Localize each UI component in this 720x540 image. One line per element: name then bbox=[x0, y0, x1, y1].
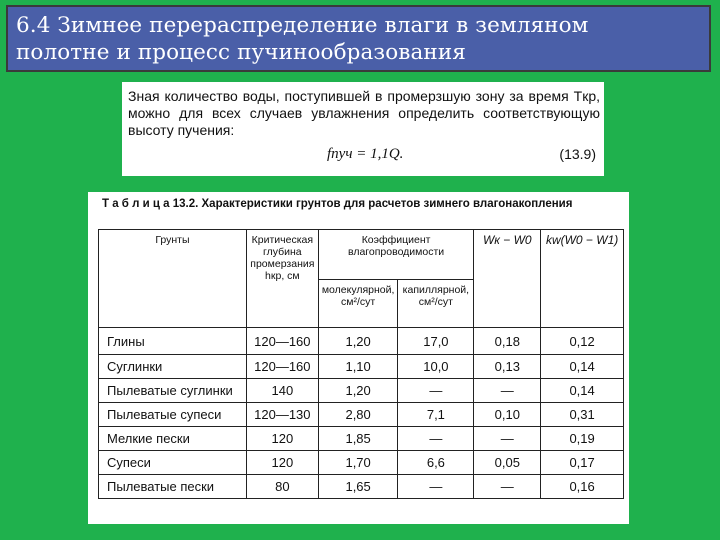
slide-title-line-2: полотне и процесс пучинообразования bbox=[16, 40, 466, 65]
cell-soil: Суглинки bbox=[99, 355, 247, 379]
formula-excerpt bbox=[122, 82, 604, 176]
cell-depth: 120 bbox=[246, 451, 318, 475]
cell-molecular: 1,20 bbox=[318, 328, 398, 355]
cell-soil: Мелкие пески bbox=[99, 427, 247, 451]
cell-molecular: 2,80 bbox=[318, 403, 398, 427]
cell-soil: Пылеватые суглинки bbox=[99, 379, 247, 403]
cell-soil: Глины bbox=[99, 328, 247, 355]
cell-capillary: — bbox=[398, 427, 474, 451]
cell-molecular: 1,70 bbox=[318, 451, 398, 475]
cell-depth: 140 bbox=[246, 379, 318, 403]
header-wk-w0: Wк − W0 bbox=[474, 230, 541, 328]
formula-description: Зная количество воды, поступившей в промерзшую зону за время Tкр, можно для всех случаев увлажнения определить соответствующую высоту пучения: bbox=[128, 88, 600, 138]
table-caption: Т а б л и ц а 13.2. Характеристики грунтов для расчетов зимнего влагонакопления bbox=[102, 198, 573, 210]
header-capillary: капиллярной, см²/сут bbox=[398, 280, 474, 328]
header-coefficient: Коэффициент влагопроводимости bbox=[318, 230, 474, 280]
table-row bbox=[99, 403, 624, 427]
slide-title-line-1: 6.4 Зимнее перераспределение влаги в земляном bbox=[16, 13, 589, 38]
cell-molecular: 1,20 bbox=[318, 379, 398, 403]
cell-kw: 0,14 bbox=[541, 379, 624, 403]
header-critical-depth: Критическая глубина промерзания hкр, см bbox=[246, 230, 318, 328]
table-row bbox=[99, 451, 624, 475]
formula-number: (13.9) bbox=[559, 146, 596, 162]
cell-kw: 0,12 bbox=[541, 328, 624, 355]
cell-wk-w0: — bbox=[474, 427, 541, 451]
soil-characteristics-table bbox=[98, 229, 624, 499]
table-row bbox=[99, 475, 624, 499]
table-row bbox=[99, 379, 624, 403]
cell-depth: 120—130 bbox=[246, 403, 318, 427]
cell-depth: 120—160 bbox=[246, 328, 318, 355]
slide-title bbox=[6, 5, 711, 72]
table-row bbox=[99, 427, 624, 451]
cell-capillary: — bbox=[398, 475, 474, 499]
header-molecular: молекулярной, см²/сут bbox=[318, 280, 398, 328]
cell-wk-w0: 0,13 bbox=[474, 355, 541, 379]
cell-soil: Пылеватые пески bbox=[99, 475, 247, 499]
cell-capillary: 7,1 bbox=[398, 403, 474, 427]
cell-molecular: 1,65 bbox=[318, 475, 398, 499]
cell-kw: 0,16 bbox=[541, 475, 624, 499]
header-soil: Грунты bbox=[99, 230, 247, 328]
table-excerpt bbox=[88, 192, 629, 524]
cell-kw: 0,17 bbox=[541, 451, 624, 475]
cell-wk-w0: — bbox=[474, 379, 541, 403]
cell-capillary: 17,0 bbox=[398, 328, 474, 355]
cell-molecular: 1,85 bbox=[318, 427, 398, 451]
cell-capillary: — bbox=[398, 379, 474, 403]
cell-capillary: 10,0 bbox=[398, 355, 474, 379]
cell-capillary: 6,6 bbox=[398, 451, 474, 475]
cell-molecular: 1,10 bbox=[318, 355, 398, 379]
cell-wk-w0: 0,18 bbox=[474, 328, 541, 355]
table-row bbox=[99, 328, 624, 355]
cell-soil: Супеси bbox=[99, 451, 247, 475]
formula: fпуч = 1,1Q. bbox=[327, 146, 404, 162]
cell-kw: 0,14 bbox=[541, 355, 624, 379]
table-row bbox=[99, 355, 624, 379]
cell-depth: 80 bbox=[246, 475, 318, 499]
cell-kw: 0,31 bbox=[541, 403, 624, 427]
cell-depth: 120 bbox=[246, 427, 318, 451]
cell-depth: 120—160 bbox=[246, 355, 318, 379]
header-kw: kw(W0 − W1) bbox=[541, 230, 624, 328]
cell-wk-w0: 0,05 bbox=[474, 451, 541, 475]
cell-kw: 0,19 bbox=[541, 427, 624, 451]
cell-wk-w0: — bbox=[474, 475, 541, 499]
cell-soil: Пылеватые супеси bbox=[99, 403, 247, 427]
cell-wk-w0: 0,10 bbox=[474, 403, 541, 427]
